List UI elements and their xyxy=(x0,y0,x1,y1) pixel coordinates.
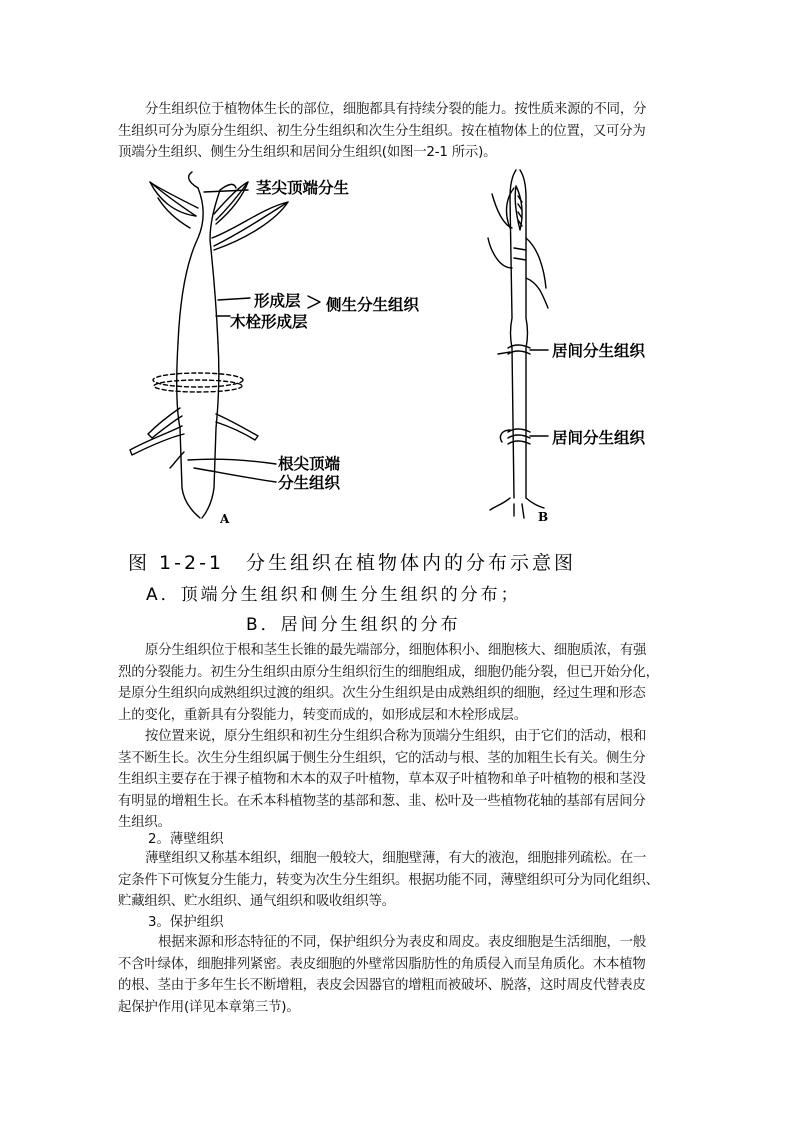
paragraph-protective xyxy=(118,932,678,1018)
panel-a-label: A xyxy=(220,512,230,526)
text-line: 是原分生组织向成熟组织过渡的组织。次生分生组织是由成熟组织的细胞，经过生理和形态 xyxy=(118,686,646,702)
text-line: 贮藏组织、贮水组织、通气组织和吸收组织等。 xyxy=(118,894,396,910)
text-line: 烈的分裂能力。初生分生组织由原分生组织衍生的细胞组成，细胞仍能分裂，但已开始分化， xyxy=(118,664,659,680)
section-heading-parenchyma: 2。薄壁组织 xyxy=(148,832,224,847)
text-line: 顶端分生组织、侧生分生组织和居间分生组织(如图一2-1 所示)。 xyxy=(118,145,497,161)
figure-caption-title: 图 1-2-1 分生组织在植物体内的分布示意图 xyxy=(128,552,577,574)
text-line: 根据来源和形态特征的不同，保护组织分为表皮和周皮。表皮细胞是生活细胞，一般 xyxy=(158,935,647,950)
text-line: 按位置来说，原分生组织和初生分生组织合称为顶端分生组织，由于它们的活动，根和 xyxy=(145,729,647,744)
label-lateral-meristem: 侧生分生组织 xyxy=(326,295,420,314)
meristem-figure xyxy=(118,168,698,540)
plant-b-drawing xyxy=(488,170,548,518)
text-line: 原分生组织位于根和茎生长锥的最先端部分，细胞体积小、细胞核大、细胞质浓，有强 xyxy=(145,643,647,658)
text-line: 分生组织位于植物体生长的部位，细胞都具有持续分裂的能力。按性质来源的不同，分 xyxy=(145,102,647,117)
text-line: 茎不断生长。次生分生组织属于侧生分生组织，它的活动与根、茎的加粗生长有关。侧生分 xyxy=(118,750,646,766)
text-line: 的根、茎由于多年生长不断增粗，表皮会因器官的增粗而被破坏、脱落，这时周皮代替表皮 xyxy=(118,978,646,994)
label-stem-tip: 茎尖顶端分生 xyxy=(256,178,350,197)
intro-paragraph xyxy=(118,99,678,164)
paragraph-position xyxy=(118,726,678,834)
text-line: 上的变化，重新具有分裂能力，转变而成的，如形成层和木栓形成层。 xyxy=(118,707,527,723)
text-line: 生组织可分为原分生组织、初生分生组织和次生分生组织。按在植物体上的位置，又可分为 xyxy=(118,123,646,139)
text-line: 薄壁组织又称基本组织，细胞一般较大，细胞壁薄，有大的液泡，细胞排列疏松。在一 xyxy=(145,851,647,866)
paragraph-origin xyxy=(118,640,678,726)
figure-caption-b: B．居间分生组织的分布 xyxy=(246,615,461,635)
label-root-tip-meristem: 分生组织 xyxy=(278,473,341,492)
section-heading-protective: 3。保护组织 xyxy=(148,915,224,930)
text-line: 有明显的增粗生长。在禾本科植物茎的基部和葱、韭、松叶及一些植物花轴的基部有居间分 xyxy=(118,793,646,809)
figure-caption-a: A．顶端分生组织和侧生分生组织的分布； xyxy=(146,585,521,605)
label-cork-cambium: 木栓形成层 xyxy=(230,312,308,331)
text-line: 定条件下可恢复分生能力，转变为次生分生组织。根据功能不同，薄壁组织可分为同化组织、 xyxy=(118,872,659,888)
label-intercalary-lower: 居间分生组织 xyxy=(552,428,646,447)
label-cambium: 形成层 xyxy=(254,291,301,310)
panel-b-label: B xyxy=(538,510,549,524)
text-line: 生组织主要存在于裸子植物和木本的双子叶植物，草本双子叶植物和单子叶植物的根和茎没 xyxy=(118,772,646,788)
text-line: 生组织。 xyxy=(118,815,171,831)
label-root-tip: 根尖顶端 xyxy=(278,454,341,473)
text-line: 起保护作用(详见本章第三节)。 xyxy=(118,999,300,1015)
label-intercalary-upper: 居间分生组织 xyxy=(552,341,646,360)
text-line: 不含叶绿体，细胞排列紧密。表皮细胞的外壁常因脂肪性的角质侵入而呈角质化。木本植物 xyxy=(118,956,646,972)
paragraph-parenchyma xyxy=(118,848,678,913)
